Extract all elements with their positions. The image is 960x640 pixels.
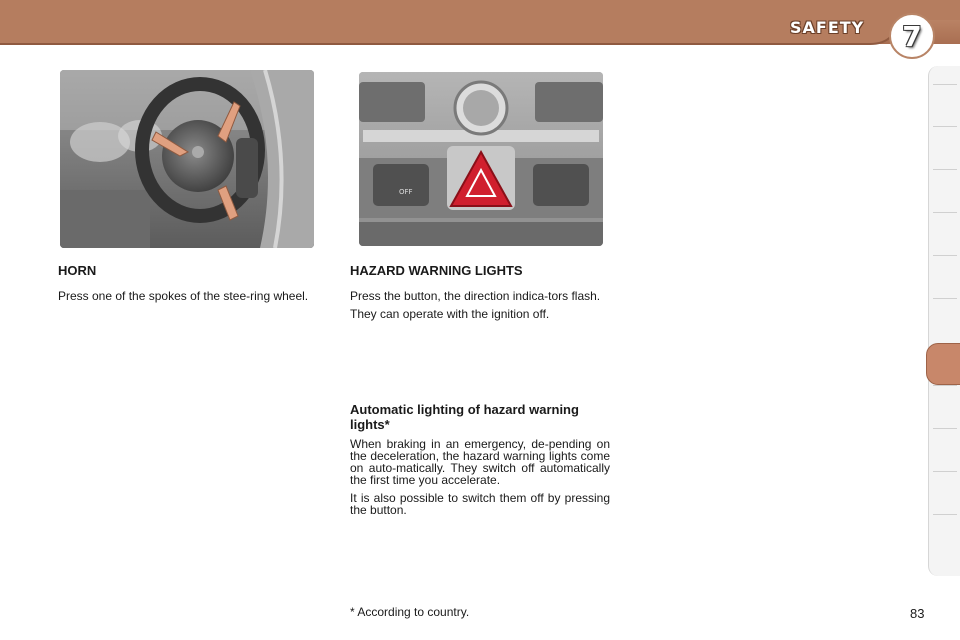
tab-divider: [933, 428, 957, 429]
automatic-heading: Automatic lighting of hazard warning lights*: [350, 402, 579, 432]
chapter-tabs: [928, 66, 960, 576]
hazard-button-photo: [359, 72, 603, 246]
tab-divider: [933, 169, 957, 170]
hazard-heading: HAZARD WARNING LIGHTS: [350, 263, 523, 278]
tab-divider: [933, 514, 957, 515]
tab-divider: [933, 212, 957, 213]
tab-divider: [933, 385, 957, 386]
tab-divider: [933, 126, 957, 127]
automatic-paragraph: When braking in an emergency, de-pending on the deceleration, the hazard warning lights come on auto-matically. They switch off automatically the first time you accelerate.: [350, 437, 610, 487]
hazard-paragraph: They can operate with the ignition off.: [350, 307, 550, 321]
steering-wheel-photo: [60, 70, 314, 248]
tab-divider: [933, 255, 957, 256]
automatic-body: [350, 438, 610, 522]
hazard-panel-illustration: [359, 72, 603, 246]
tab-divider: [933, 471, 957, 472]
tab-divider: [933, 298, 957, 299]
off-button-label: OFF: [399, 188, 413, 196]
chapter-number: 7: [902, 19, 922, 53]
tab-divider: [933, 84, 957, 85]
horn-paragraph: Press one of the spokes of the stee-ring wheel.: [58, 289, 309, 303]
hazard-body: [350, 290, 610, 326]
automatic-paragraph: It is also possible to switch them off by pressing the button.: [350, 491, 610, 517]
chapter-title: SAFETY: [790, 18, 865, 37]
active-chapter-tab[interactable]: [926, 343, 960, 385]
horn-body: [58, 290, 320, 308]
footnote: * According to country.: [350, 605, 470, 619]
hazard-paragraph: Press the button, the direction indica-tors flash.: [350, 289, 601, 303]
steering-wheel-illustration: [60, 70, 314, 248]
chapter-badge: [889, 13, 935, 59]
horn-heading: HORN: [58, 263, 97, 278]
page-number: 83: [910, 606, 925, 621]
